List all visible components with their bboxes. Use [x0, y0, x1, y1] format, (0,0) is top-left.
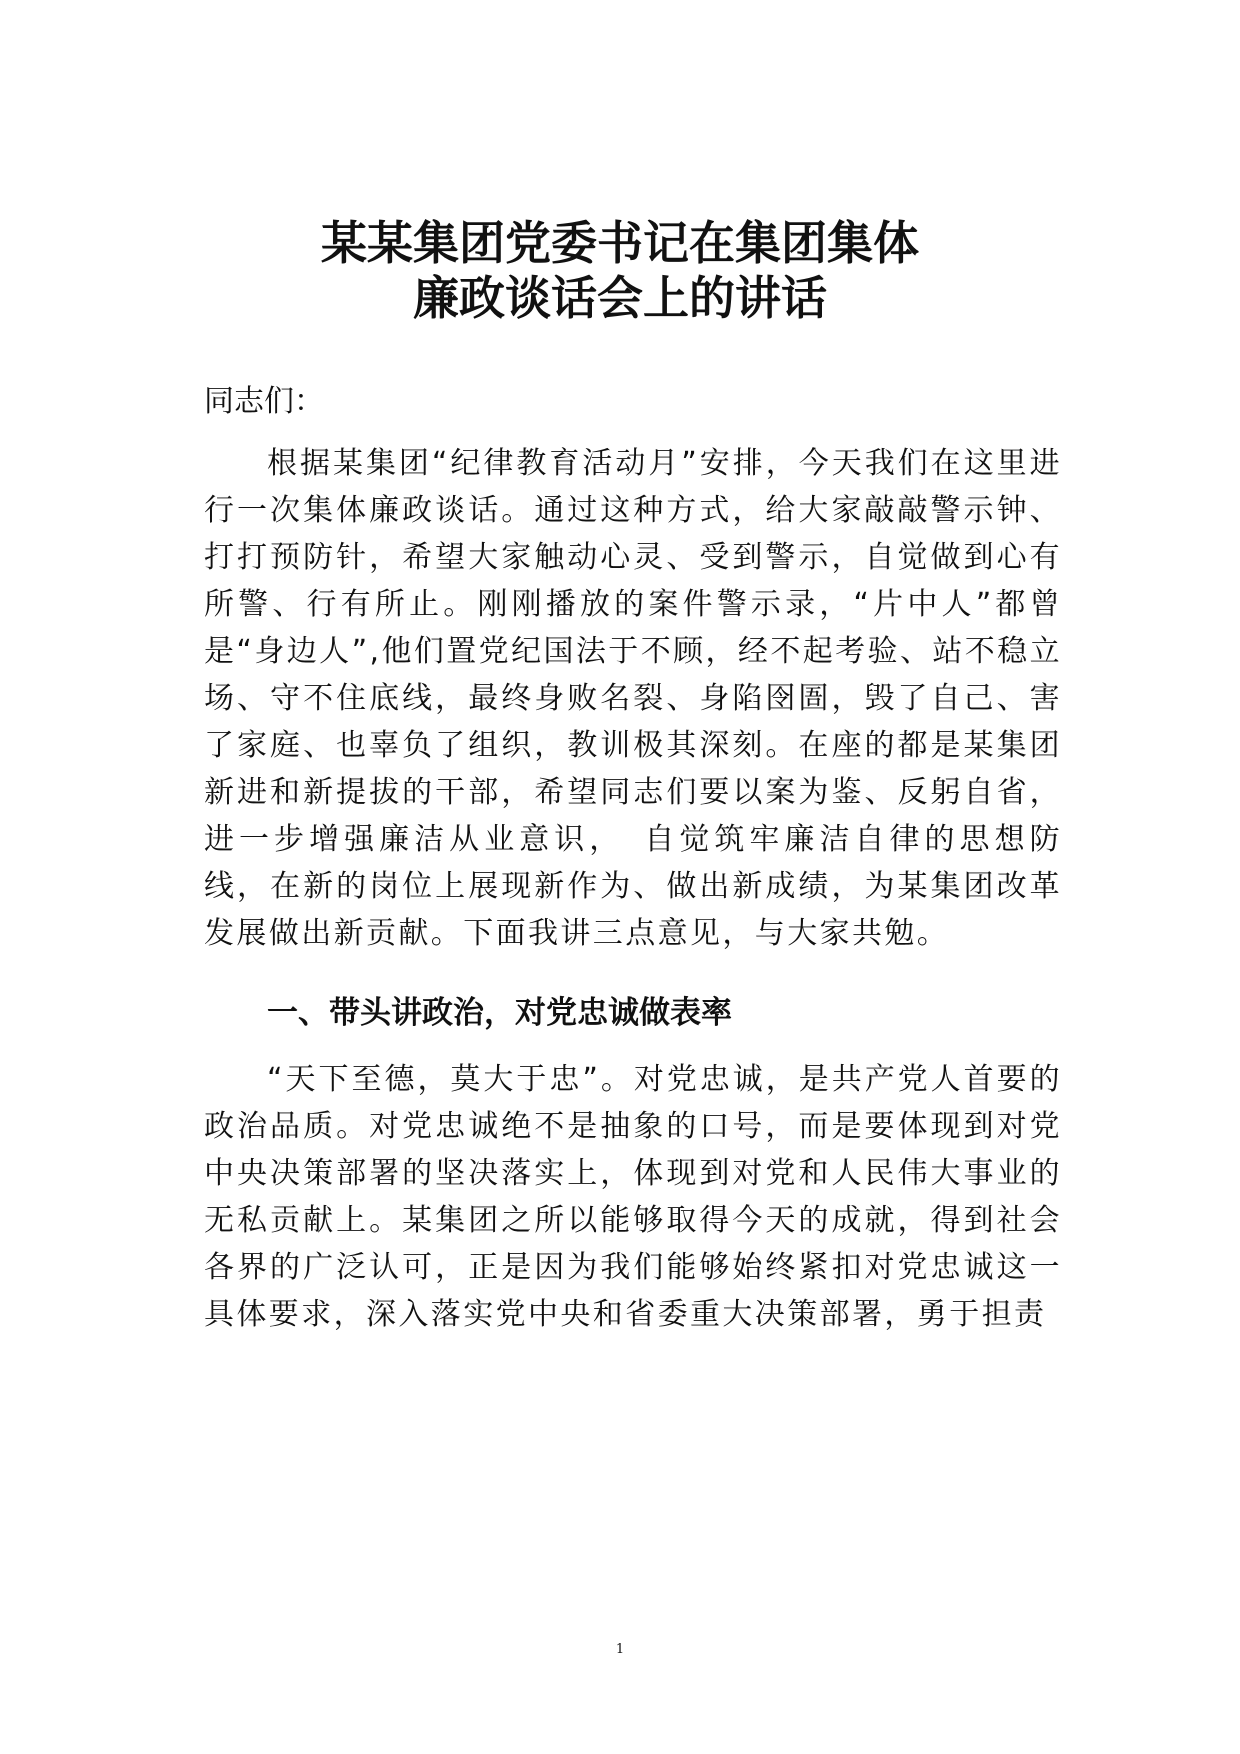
page-number: 1: [615, 1642, 625, 1657]
document-title-line-1: 某某集团党委书记在集团集体: [321, 216, 919, 270]
salutation: 同志们：: [204, 384, 324, 419]
section-heading-1: 一、带头讲政治，对党忠诚做表率: [267, 995, 732, 1031]
body-paragraph-2: “天下至德，莫大于忠”。对党忠诚，是共产党人首要的政治品质。对党忠诚绝不是抽象的口号，而是要体现到对党中央决策部署的坚决落实上，体现到对党和人民伟大事业的无私贡献上。某集团之所以能够取得今天的成就，得到社会各界的广泛认可，正是因为我们能够始终紧扣对党忠诚这一具体要求，深入落实党中央和省委重大决策部署，勇于担责: [204, 1062, 1062, 1332]
document-title-line-2: 廉政谈话会上的讲话: [413, 271, 827, 325]
body-paragraph-1: 根据某集团“纪律教育活动月”安排，今天我们在这里进行一次集体廉政谈话。通过这种方式，给大家敲敲警示钟、打打预防针，希望大家触动心灵、受到警示，自觉做到心有所警、行有所止。刚刚播放的案件警示录，“片中人”都曾是“身边人”,他们置党纪国法于不顾，经不起考验、站不稳立场、守不住底线，最终身败名裂、身陷囹圄，毁了自己、害了家庭、也辜负了组织，教训极其深刻。在座的都是某集团新进和新提拔的干部，希望同志们要以案为鉴、反躬自省，进一步增强廉洁从业意识， 自觉筑牢廉洁自律的思想防线，在新的岗位上展现新作为、做出新成绩，为某集团改革发展做出新贡献。下面我讲三点意见，与大家共勉。: [204, 446, 1062, 951]
